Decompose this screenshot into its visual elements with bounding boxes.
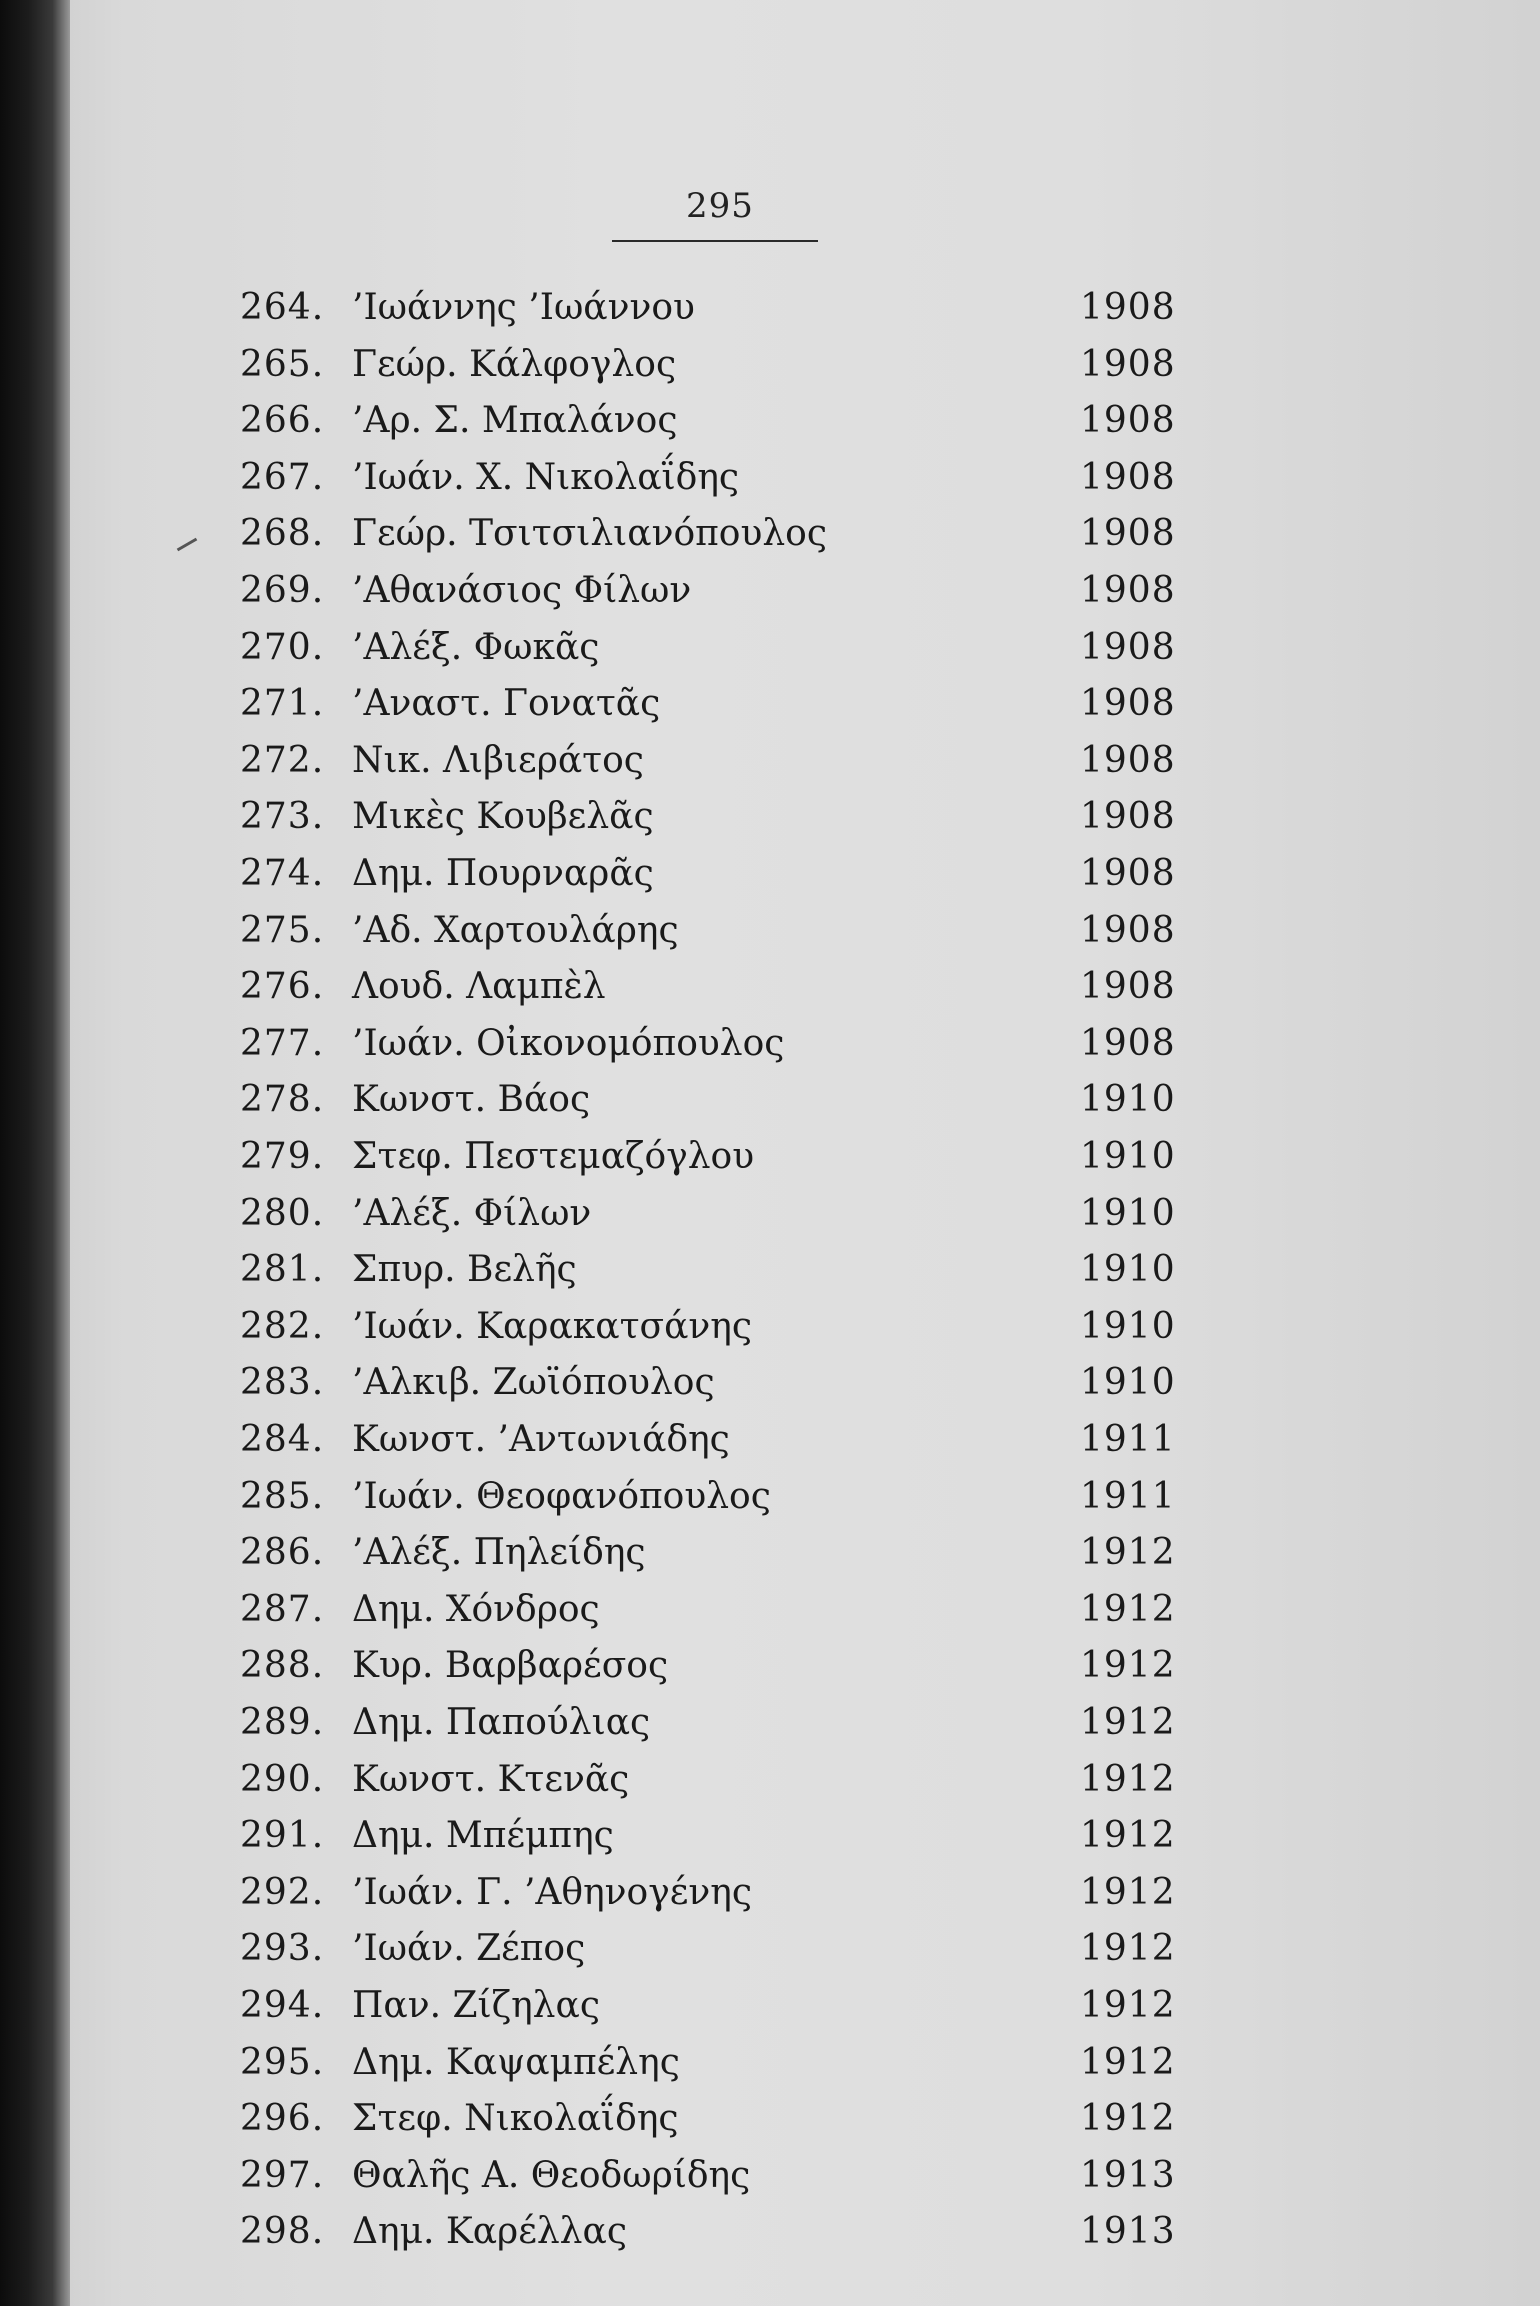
entry-year: 1912: [1080, 1758, 1176, 1800]
entry-year: 1910: [1080, 1136, 1176, 1177]
list-item: [0, 1529, 1540, 1577]
entry-name: Γεώρ. Τσιτσιλιανόπουλος: [352, 513, 828, 555]
entry-name: Μικὲς Κουβελᾶς: [352, 796, 654, 838]
list-item: [0, 963, 1540, 1011]
entry-year: 1912: [1080, 1532, 1176, 1574]
list-item: [0, 737, 1540, 785]
entry-name: Δημ. Παπούλιας: [352, 1702, 651, 1743]
entry-number: 280.: [240, 1192, 325, 1234]
entry-year: 1908: [1080, 570, 1176, 611]
entry-name: Κωνστ. ’Αντωνιάδης: [352, 1419, 730, 1460]
entry-name: Στεφ. Νικολαΐδης: [352, 2098, 679, 2140]
entry-name: Δημ. Πουρναρᾶς: [352, 853, 654, 894]
entry-name: ’Ιωάν. Θεοφανόπουλος: [352, 1475, 771, 1517]
entry-name: ’Αλέξ. Πηλείδης: [352, 1532, 646, 1574]
entry-number: 271.: [240, 683, 325, 725]
list-item: [0, 850, 1540, 898]
entry-year: 1908: [1080, 626, 1176, 668]
entry-number: 297.: [240, 2154, 325, 2196]
entry-number: 270.: [240, 626, 325, 668]
entry-name: ’Ιωάν. Καρακατσάνης: [352, 1305, 753, 1347]
list-item: [0, 510, 1540, 558]
list-item: [0, 2039, 1540, 2087]
entry-number: 283.: [240, 1362, 325, 1404]
list-item: [0, 1586, 1540, 1634]
entry-number: 265.: [240, 343, 325, 385]
entry-number: 266.: [240, 400, 325, 442]
entry-year: 1910: [1080, 1192, 1176, 1234]
entry-year: 1908: [1080, 683, 1176, 725]
entry-name: ’Ιωάν. Γ. ’Αθηνογένης: [352, 1871, 752, 1913]
list-item: [0, 1359, 1540, 1407]
entry-name: ’Αδ. Χαρτουλάρης: [352, 909, 679, 951]
list-item: [0, 1869, 1540, 1917]
list-item: [0, 1699, 1540, 1747]
entry-year: 1910: [1080, 1079, 1176, 1121]
list-item: [0, 907, 1540, 955]
list-item: [0, 1190, 1540, 1238]
list-item: [0, 2152, 1540, 2200]
entry-name: Κωνστ. Βάος: [352, 1079, 591, 1121]
entry-year: 1908: [1080, 343, 1176, 385]
list-item: [0, 284, 1540, 332]
entry-year: 1908: [1080, 966, 1176, 1008]
entry-year: 1908: [1080, 287, 1176, 328]
entry-number: 289.: [240, 1702, 325, 1743]
entry-year: 1908: [1080, 513, 1176, 555]
entry-number: 274.: [240, 853, 325, 894]
list-item: [0, 1416, 1540, 1464]
list-item: [0, 341, 1540, 389]
entry-year: 1910: [1080, 1249, 1176, 1291]
entry-number: 288.: [240, 1645, 325, 1687]
list-item: [0, 1756, 1540, 1804]
entry-year: 1913: [1080, 2154, 1176, 2196]
entry-year: 1912: [1080, 1985, 1176, 2026]
entry-number: 269.: [240, 570, 325, 611]
entry-number: 293.: [240, 1928, 325, 1970]
entry-name: ’Αθανάσιος Φίλων: [352, 570, 692, 611]
entry-name: ’Αλκιβ. Ζωϊόπουλος: [352, 1362, 715, 1404]
entry-number: 284.: [240, 1419, 325, 1460]
entry-name: ’Αλέξ. Φωκᾶς: [352, 626, 600, 668]
entry-name: ’Ιωάν. Χ. Νικολαΐδης: [352, 456, 740, 498]
entry-name: ’Αναστ. Γονατᾶς: [352, 683, 661, 725]
entry-number: 273.: [240, 796, 325, 838]
entry-number: 279.: [240, 1136, 325, 1177]
entry-year: 1908: [1080, 909, 1176, 951]
entry-name: ’Αρ. Σ. Μπαλάνος: [352, 400, 678, 442]
entry-year: 1912: [1080, 1815, 1176, 1857]
entry-number: 285.: [240, 1475, 325, 1517]
entry-year: 1910: [1080, 1362, 1176, 1404]
list-item: [0, 454, 1540, 502]
entry-year: 1912: [1080, 1702, 1176, 1743]
list-item: [0, 1982, 1540, 2030]
entry-number: 268.: [240, 513, 325, 555]
list-item: [0, 624, 1540, 672]
entry-year: 1912: [1080, 1588, 1176, 1630]
entry-year: 1912: [1080, 1871, 1176, 1913]
entry-number: 296.: [240, 2098, 325, 2140]
entry-year: 1908: [1080, 853, 1176, 894]
entry-name: Δημ. Καρέλλας: [352, 2211, 627, 2253]
list-item: [0, 793, 1540, 841]
list-item: [0, 1020, 1540, 1068]
entry-name: Δημ. Καψαμπέλης: [352, 2041, 680, 2083]
entry-number: 294.: [240, 1985, 325, 2026]
entry-name: ’Αλέξ. Φίλων: [352, 1192, 592, 1234]
entry-number: 267.: [240, 456, 325, 498]
entry-year: 1912: [1080, 1645, 1176, 1687]
page-number: 295: [686, 186, 754, 226]
entry-name: Παν. Ζίζηλας: [352, 1985, 600, 2026]
entry-number: 291.: [240, 1815, 325, 1857]
entry-year: 1908: [1080, 739, 1176, 781]
list-item: [0, 680, 1540, 728]
list-item: [0, 2095, 1540, 2143]
list-item: [0, 1642, 1540, 1690]
entry-year: 1912: [1080, 1928, 1176, 1970]
entry-number: 272.: [240, 739, 325, 781]
entry-year: 1908: [1080, 400, 1176, 442]
entry-number: 282.: [240, 1305, 325, 1347]
entry-name: Νικ. Λιβιεράτος: [352, 739, 644, 781]
list-item: [0, 1303, 1540, 1351]
entry-number: 286.: [240, 1532, 325, 1574]
entry-name: ’Ιωάννης ’Ιωάννου: [352, 287, 695, 328]
entry-year: 1912: [1080, 2041, 1176, 2083]
entry-year: 1910: [1080, 1305, 1176, 1347]
entry-number: 278.: [240, 1079, 325, 1121]
list-item: [0, 1076, 1540, 1124]
entry-number: 277.: [240, 1022, 325, 1064]
entry-name: Σπυρ. Βελῆς: [352, 1249, 577, 1291]
entry-name: Γεώρ. Κάλφογλος: [352, 343, 677, 385]
list-item: [0, 1246, 1540, 1294]
entry-year: 1908: [1080, 1022, 1176, 1064]
list-item: [0, 2208, 1540, 2256]
list-item: [0, 567, 1540, 615]
entry-year: 1911: [1080, 1419, 1176, 1460]
entry-name: Κυρ. Βαρβαρέσος: [352, 1645, 669, 1687]
list-item: [0, 1133, 1540, 1181]
entry-number: 275.: [240, 909, 325, 951]
entry-number: 281.: [240, 1249, 325, 1291]
entry-number: 298.: [240, 2211, 325, 2253]
entry-year: 1913: [1080, 2211, 1176, 2253]
entry-name: Στεφ. Πεστεμαζόγλου: [352, 1136, 755, 1177]
entry-year: 1911: [1080, 1475, 1176, 1517]
entry-name: Θαλῆς Α. Θεοδωρίδης: [352, 2154, 751, 2196]
list-item: [0, 397, 1540, 445]
entry-name: Κωνστ. Κτενᾶς: [352, 1758, 630, 1800]
entry-number: 292.: [240, 1871, 325, 1913]
entry-name: Λουδ. Λαμπὲλ: [352, 966, 606, 1008]
entry-number: 264.: [240, 287, 325, 328]
list-item: [0, 1925, 1540, 1973]
entry-year: 1908: [1080, 796, 1176, 838]
entry-year: 1908: [1080, 456, 1176, 498]
entry-name: Δημ. Μπέμπης: [352, 1815, 614, 1857]
list-item: [0, 1473, 1540, 1521]
entry-number: 287.: [240, 1588, 325, 1630]
entry-year: 1912: [1080, 2098, 1176, 2140]
entry-name: ’Ιωάν. Οἰκονομόπουλος: [352, 1022, 785, 1064]
entry-number: 295.: [240, 2041, 325, 2083]
entry-name: ’Ιωάν. Ζέπος: [352, 1928, 586, 1970]
list-item: [0, 1812, 1540, 1860]
entry-number: 290.: [240, 1758, 325, 1800]
entry-number: 276.: [240, 966, 325, 1008]
entry-name: Δημ. Χόνδρος: [352, 1588, 600, 1630]
